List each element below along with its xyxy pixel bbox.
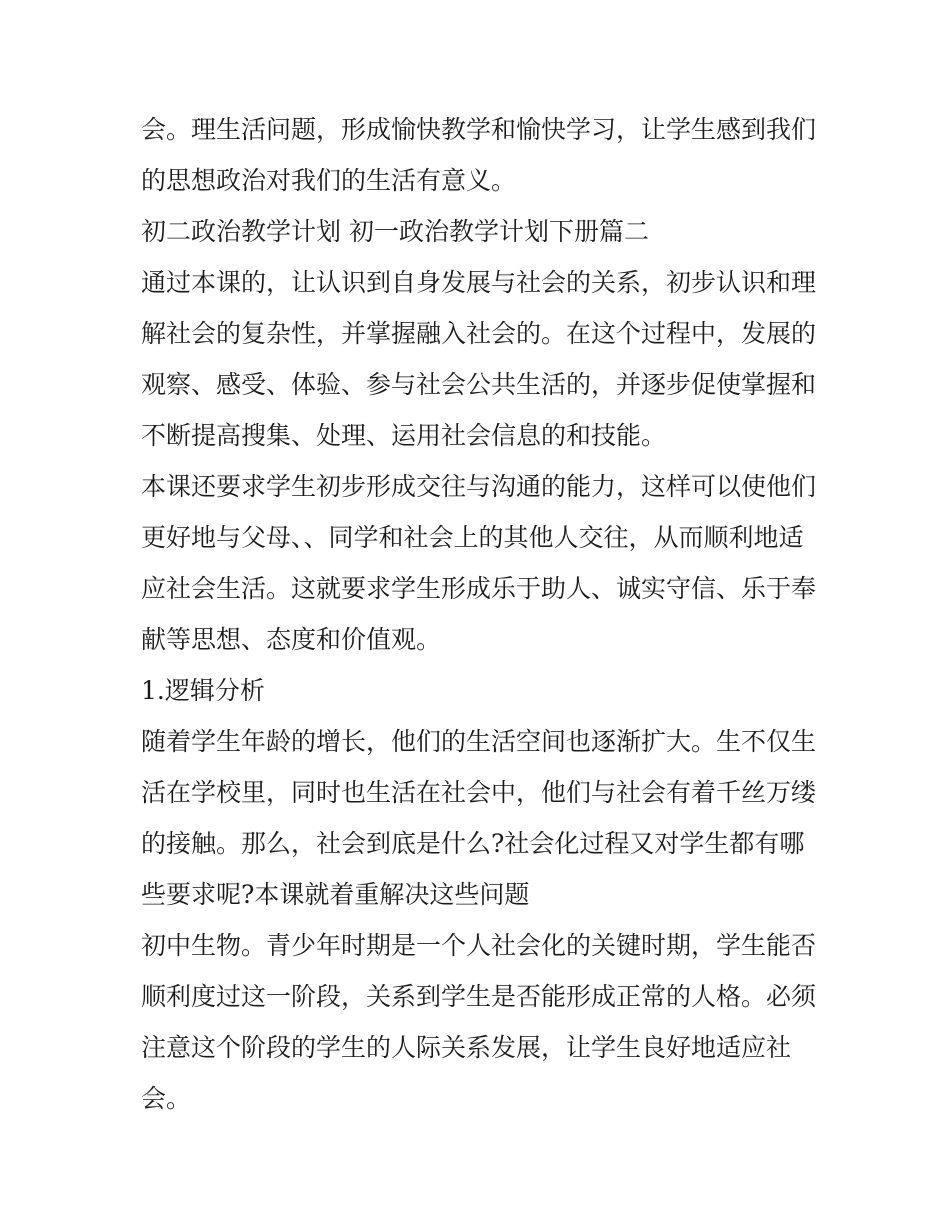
text-line: 观察、感受、体验、参与社会公共生活的，并逐步促使掌握和 [141, 370, 817, 399]
document-body [141, 104, 821, 1124]
text-line: 活在学校里，同时也生活在社会中，他们与社会有着千丝万缕 [141, 778, 817, 807]
text-line: 本课还要求学生初步形成交往与沟通的能力，这样可以使他们 [141, 472, 817, 501]
text-line: 解社会的复杂性，并掌握融入社会的。在这个过程中，发展的 [141, 319, 817, 348]
text-line: 注意这个阶段的学生的人际关系发展，让学生良好地适应社 [141, 1033, 792, 1062]
text-line: 的接触。那么，社会到底是什么?社会化过程又对学生都有哪 [141, 829, 805, 858]
text-line: 随着学生年龄的增长，他们的生活空间也逐渐扩大。生不仅生 [141, 727, 817, 756]
subsection-heading: 1.逻辑分析 [141, 676, 265, 705]
text-line: 应社会生活。这就要求学生形成乐于助人、诚实守信、乐于奉 [141, 574, 817, 603]
text-line: 不断提高搜集、处理、运用社会信息的和技能。 [141, 421, 667, 450]
text-line: 会。理生活问题，形成愉快教学和愉快学习，让学生感到我们 [141, 115, 817, 144]
text-line: 更好地与父母、、同学和社会上的其他人交往，从而顺利地适 [141, 523, 804, 552]
text-line: 献等思想、态度和价值观。 [141, 625, 442, 654]
text-line: 会。 [141, 1084, 192, 1113]
text-line: 顺利度过这一阶段，关系到学生是否能形成正常的人格。必须 [141, 982, 817, 1011]
text-line: 通过本课的，让认识到自身发展与社会的关系，初步认识和理 [141, 268, 817, 297]
text-line: 些要求呢?本课就着重解决这些问题 [141, 880, 530, 909]
text-line: 初中生物。青少年时期是一个人社会化的关键时期，学生能否 [141, 931, 817, 960]
section-heading: 初二政治教学计划 初一政治教学计划下册篇二 [141, 217, 649, 246]
text-line: 的思想政治对我们的生活有意义。 [141, 166, 517, 195]
